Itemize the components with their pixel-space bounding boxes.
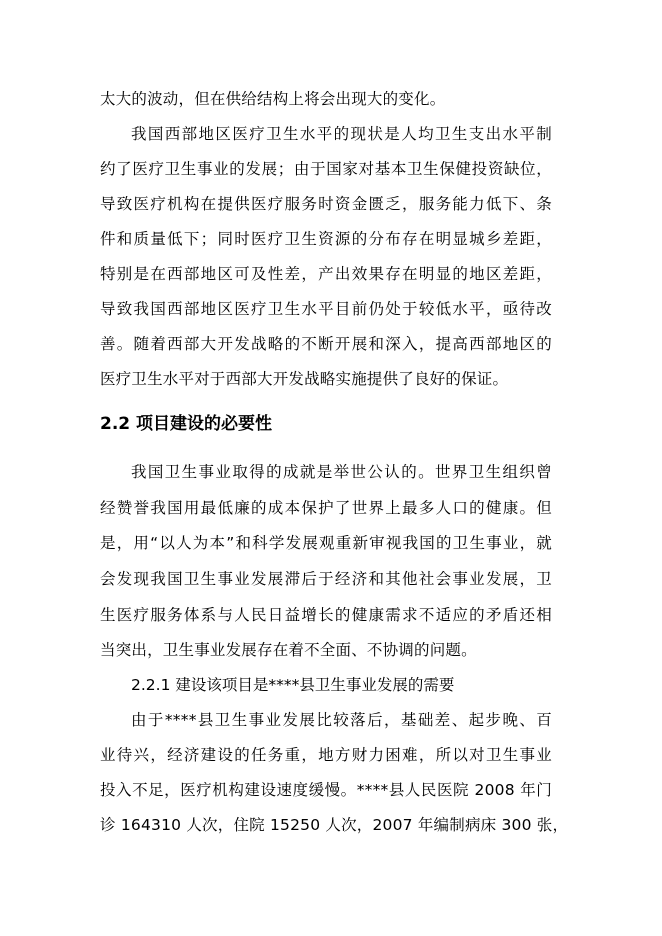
paragraph-line: 会发现我国卫生事业发展滞后于经济和其他社会事业发展，卫 xyxy=(100,570,552,588)
paragraph-line: 我国卫生事业取得的成就是举世公认的。世界卫生组织曾 xyxy=(131,463,552,481)
paragraph-line: 特别是在西部地区可及性差，产出效果存在明显的地区差距， xyxy=(100,265,552,283)
section-heading: 2.2 项目建设的必要性 xyxy=(100,414,273,434)
subsection-heading: 2.2.1 建设该项目是****县卫生事业发展的需要 xyxy=(131,676,455,694)
paragraph-line: 导致医疗机构在提供医疗服务时资金匮乏，服务能力低下、条 xyxy=(100,195,552,213)
paragraph-line: 约了医疗卫生事业的发展；由于国家对基本卫生保健投资缺位， xyxy=(100,160,552,178)
paragraph-line: 投入不足，医疗机构建设速度缓慢。****县人民医院 2008 年门 xyxy=(100,781,552,799)
paragraph-line: 件和质量低下；同时医疗卫生资源的分布存在明显城乡差距， xyxy=(100,230,552,248)
paragraph-line: 业待兴，经济建设的任务重，地方财力困难，所以对卫生事业 xyxy=(100,746,552,764)
paragraph-line: 医疗卫生水平对于西部大开发战略实施提供了良好的保证。 xyxy=(100,370,509,388)
paragraph-line: 太大的波动，但在供给结构上将会出现大的变化。 xyxy=(100,90,446,108)
paragraph-line: 诊 164310 人次，住院 15250 人次，2007 年编制病床 300 张， xyxy=(100,816,569,834)
paragraph-line: 生医疗服务体系与人民日益增长的健康需求不适应的矛盾还相 xyxy=(100,606,552,624)
paragraph-line: 当突出，卫生事业发展存在着不全面、不协调的问题。 xyxy=(100,641,477,659)
paragraph-line: 我国西部地区医疗卫生水平的现状是人均卫生支出水平制 xyxy=(131,125,552,143)
paragraph-line: 善。随着西部大开发战略的不断开展和深入，提高西部地区的 xyxy=(100,335,552,353)
paragraph-line: 由于****县卫生事业发展比较落后，基础差、起步晚、百 xyxy=(131,711,552,729)
paragraph-line: 经赞誉我国用最低廉的成本保护了世界上最多人口的健康。但 xyxy=(100,499,552,517)
paragraph-line: 导致我国西部地区医疗卫生水平目前仍处于较低水平，亟待改 xyxy=(100,300,552,318)
paragraph-line: 是，用“以人为本”和科学发展观重新审视我国的卫生事业，就 xyxy=(100,534,552,552)
